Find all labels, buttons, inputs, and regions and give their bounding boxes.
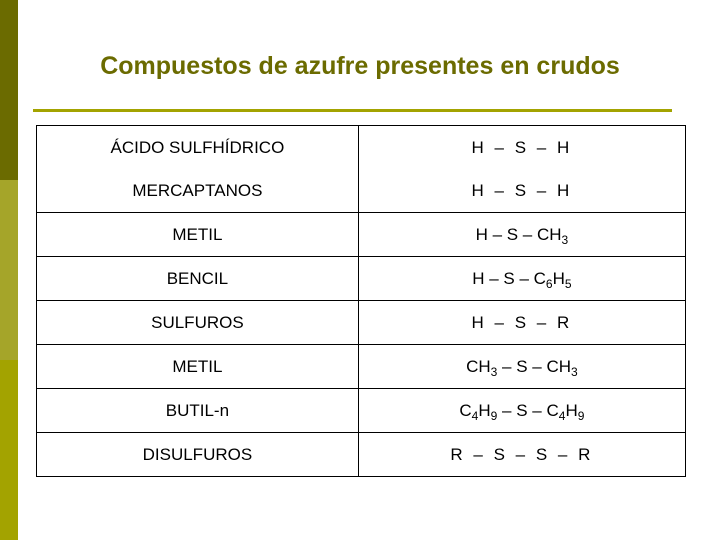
table-row (37, 169, 686, 213)
compound-formula: $CH_3$ – S – $CH_3$ (358, 345, 685, 389)
table-row (37, 213, 686, 257)
side-bar-middle (0, 180, 18, 360)
table-row (37, 301, 686, 345)
table-row (37, 345, 686, 389)
table-row (37, 389, 686, 433)
compound-name: METIL (37, 345, 359, 389)
compound-formula: H – S – $CH_3$ (358, 213, 685, 257)
compound-name: SULFUROS (37, 301, 359, 345)
table-row (37, 126, 686, 170)
compound-formula: H – S – H (471, 180, 573, 200)
compound-name: BUTIL-n (37, 389, 359, 433)
compound-name: ÁCIDO SULFHÍDRICO (37, 126, 359, 170)
sulfur-compounds-table (36, 125, 686, 477)
compound-name: BENCIL (37, 257, 359, 301)
compound-formula: R – S – S – R (358, 433, 685, 477)
compound-name: METIL (37, 213, 359, 257)
side-bar-top (0, 0, 18, 180)
table-row (37, 433, 686, 477)
compound-formula: H – S – H (471, 137, 573, 157)
table-row (37, 257, 686, 301)
slide-title: Compuestos de azufre presentes en crudos (100, 52, 620, 80)
compound-formula: $C_4H_9$ – S – $C_4H_9$ (358, 389, 685, 433)
compound-name: DISULFUROS (37, 433, 359, 477)
compound-name: MERCAPTANOS (37, 169, 359, 213)
side-bar-bottom (0, 360, 18, 540)
compound-formula: H – S – R (358, 301, 685, 345)
compound-formula: H – S – $C_6H_5$ (358, 257, 685, 301)
title-underline (33, 109, 672, 112)
